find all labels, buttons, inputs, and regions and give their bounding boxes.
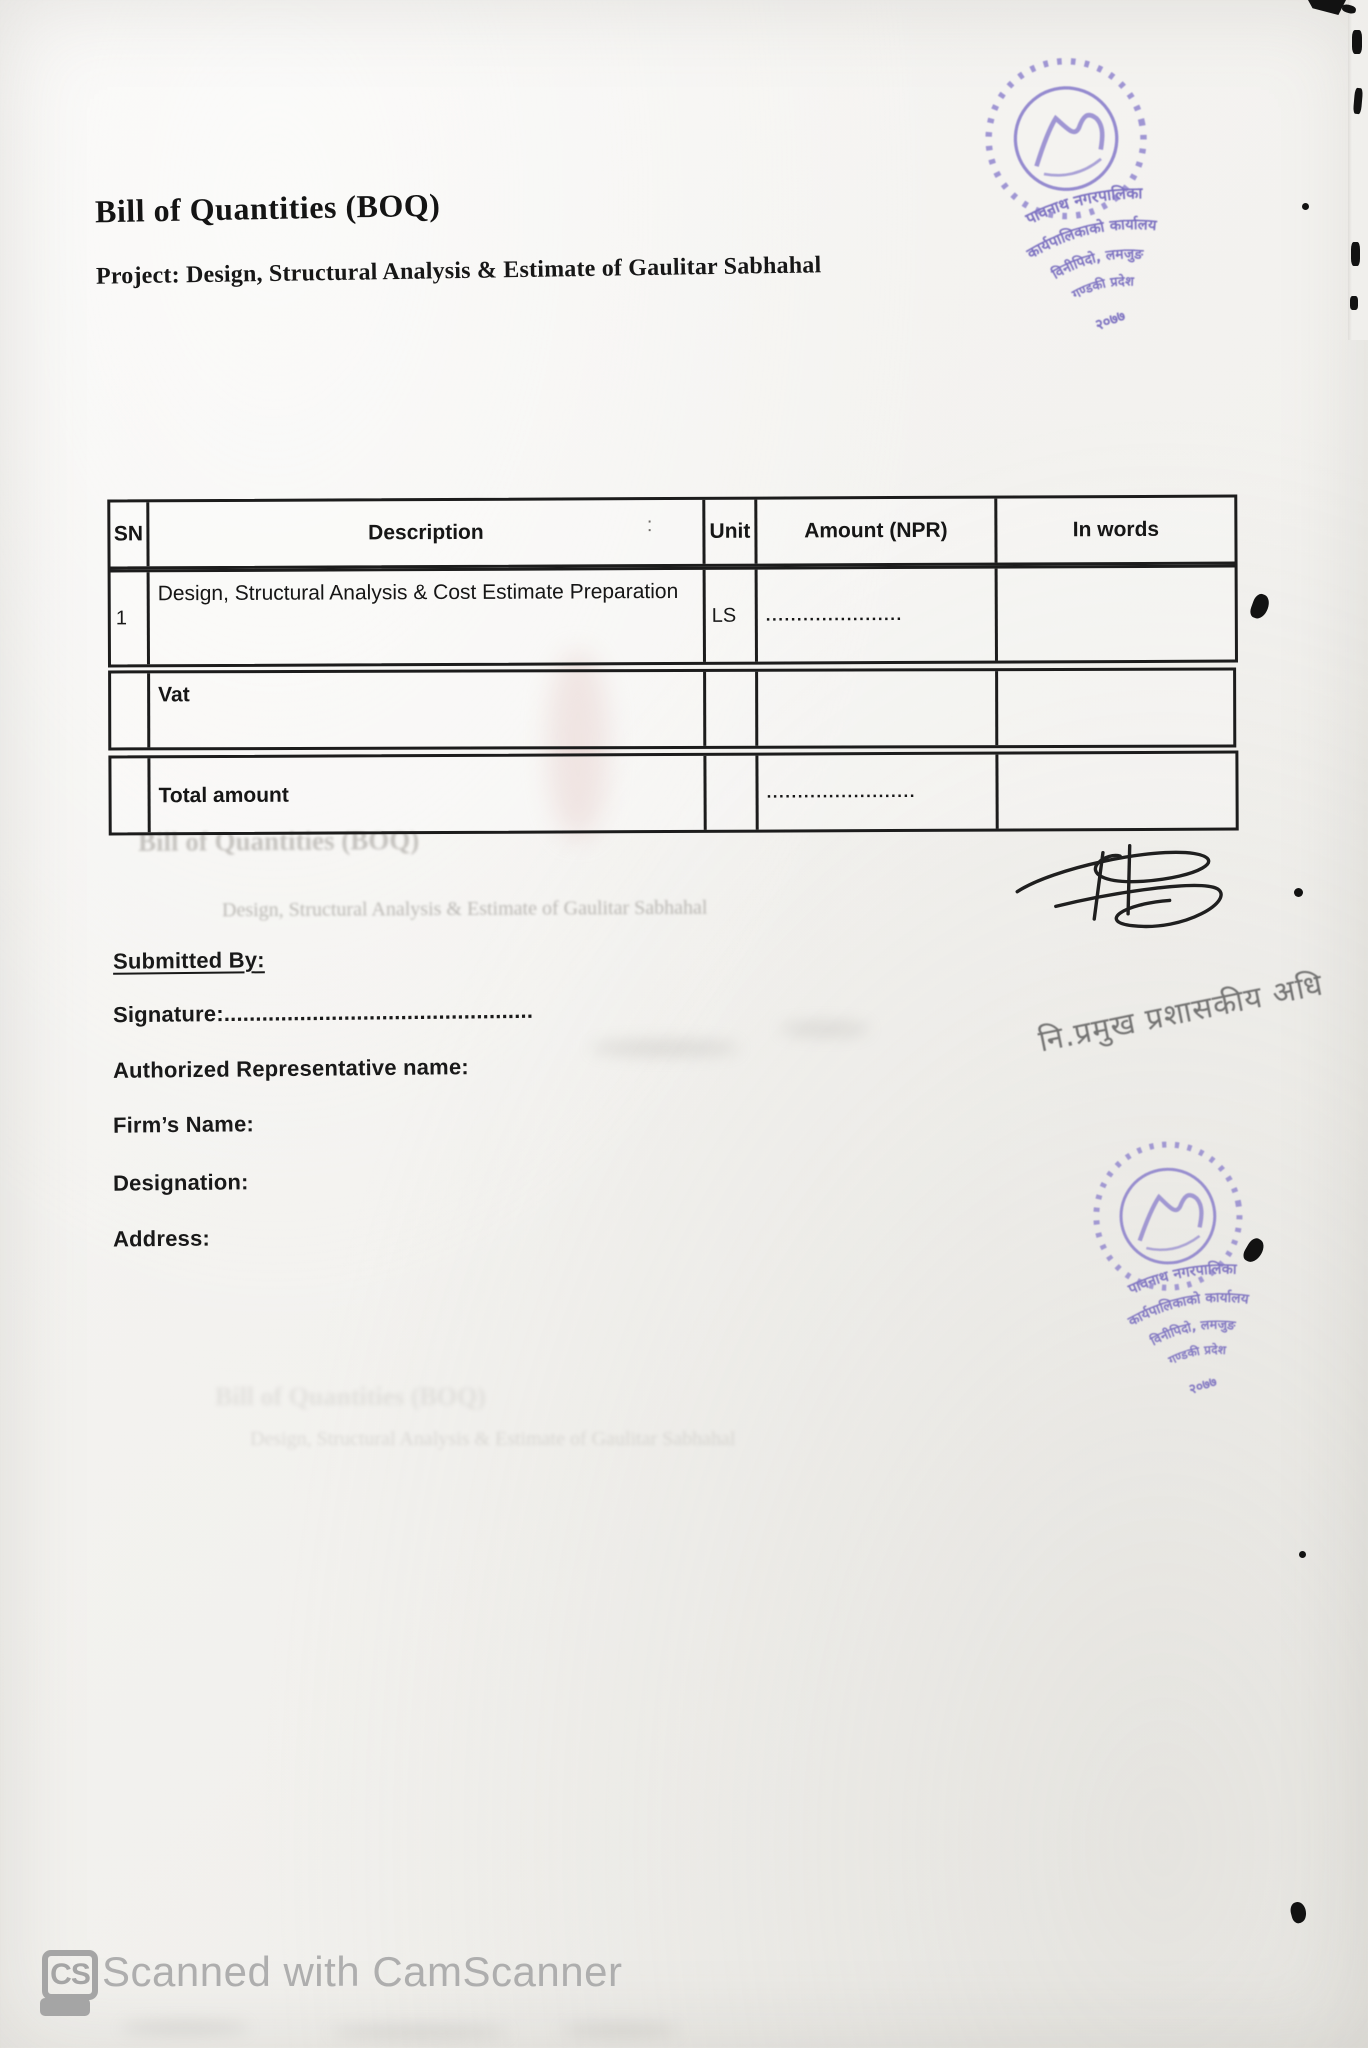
- stamp-arc-3: विनीपिदो, लमजुङ: [1148, 1317, 1237, 1350]
- scan-speck: [1352, 30, 1362, 54]
- row3-amount: ........................: [758, 755, 998, 830]
- stamp-year: २०७७: [1092, 307, 1128, 335]
- scan-speck: [1248, 592, 1272, 621]
- official-title-ink-stamp: नि.प्रमुख प्रशासकीय अधि: [1035, 967, 1327, 1060]
- row3-description: Total amount: [150, 756, 706, 832]
- stamp-arc-4: गण्डकी प्रदेश: [1069, 274, 1135, 303]
- table-row: [108, 668, 1236, 751]
- round-office-stamp-bottom: [1057, 1106, 1304, 1424]
- ghost-title-bleed-2: Bill of Quantities (BOQ): [215, 1382, 486, 1411]
- handwritten-signature: [1001, 818, 1245, 948]
- row2-in-words: [998, 671, 1233, 746]
- ghost-project-bleed: Design, Structural Analysis & Estimate of Gaulitar Sabhahal: [221, 896, 708, 922]
- header-cell-amount: Amount (NPR): [757, 499, 997, 564]
- row2-sn: [111, 673, 150, 747]
- header-description-label: Description: [368, 520, 484, 545]
- scan-smudge: [590, 1040, 740, 1056]
- ghost-project-bleed-2: Design, Structural Analysis & Estimate of Gaulitar Sabhahal: [250, 1428, 736, 1450]
- header-cell-description: [149, 500, 705, 566]
- authorized-representative-label: Authorized Representative name:: [112, 1054, 469, 1083]
- camscanner-watermark: Scanned with CamScanner: [102, 1948, 623, 1995]
- stamp-arc-1: पावनाथ नगरपालिका: [1126, 1261, 1237, 1299]
- row1-sn: 1: [111, 572, 150, 664]
- stamp-arc-2: कार्यपालिकाको कार्यालय: [1024, 216, 1158, 263]
- submitted-by-label: Submitted By:: [112, 947, 265, 974]
- stamp-year: २०७७: [1186, 1373, 1219, 1399]
- scan-speck: [1302, 203, 1309, 210]
- camscanner-logo-tab: [40, 1998, 90, 2016]
- header-cell-unit: Unit: [705, 500, 757, 564]
- row3-unit: [706, 756, 758, 830]
- row1-amount: ......................: [758, 569, 998, 662]
- stamp-arc-2: कार्यपालिकाको कार्यालय: [1125, 1289, 1250, 1330]
- round-office-stamp-top: [945, 25, 1217, 357]
- row2-unit: [706, 672, 758, 746]
- row1-description: Design, Structural Analysis & Cost Estimate Preparation: [150, 570, 706, 664]
- project-line: Project: Design, Structural Analysis & Estimate of Gaulitar Sabhahal: [95, 252, 822, 290]
- svg-text:गण्डकी प्रदेश: [1068, 268, 1139, 304]
- stamp-arc-3: विनीपिदो, लमजुङ: [1049, 246, 1144, 283]
- scan-smudge: [330, 2026, 510, 2038]
- row1-in-words: [998, 568, 1235, 661]
- scan-smudge: [120, 2022, 250, 2034]
- scan-speck: [1299, 1551, 1306, 1558]
- header-cell-sn: SN: [110, 502, 149, 566]
- stamp-arc-1: पावनाथ नगरपालिका: [1022, 183, 1143, 229]
- page-title: Bill of Quantities (BOQ): [94, 186, 441, 230]
- scan-speck: [1308, 0, 1346, 15]
- row2-description: Vat: [150, 672, 706, 747]
- ghost-title-bleed: Bill of Quantities (BOQ): [137, 825, 420, 857]
- table-row: [108, 565, 1238, 668]
- scan-speck: [1289, 1900, 1309, 1924]
- svg-text:गण्डकी प्रदेश: [1164, 1338, 1230, 1368]
- stamp-arc-4: गण्डकी प्रदेश: [1166, 1342, 1227, 1368]
- row3-in-words: [998, 754, 1235, 829]
- scan-speck: [1351, 242, 1360, 266]
- scan-speck: [1294, 888, 1303, 897]
- camscanner-logo-icon: CS: [42, 1950, 98, 2000]
- address-label: Address:: [112, 1225, 211, 1252]
- table-header-row: [107, 495, 1237, 570]
- boq-table: [107, 495, 1238, 836]
- row3-sn: [111, 758, 150, 832]
- table-row: [108, 751, 1238, 836]
- firm-name-label: Firm’s Name:: [112, 1111, 255, 1138]
- row1-unit: LS: [706, 570, 758, 662]
- stray-colon-mark: :: [646, 514, 653, 537]
- scan-smudge: [560, 2024, 680, 2036]
- designation-label: Designation:: [112, 1169, 249, 1196]
- header-cell-in-words: In words: [1072, 517, 1160, 542]
- signature-label: Signature:.................................................: [112, 997, 534, 1028]
- scan-speck: [1350, 296, 1358, 310]
- row2-amount: [758, 671, 998, 746]
- scan-smudge: [780, 1022, 870, 1036]
